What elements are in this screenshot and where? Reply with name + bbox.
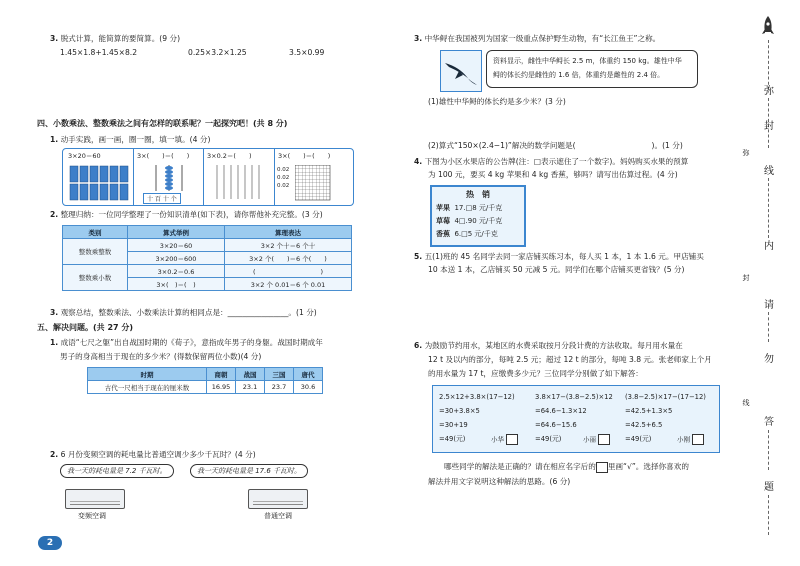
- side-small-3: 线: [742, 399, 750, 407]
- sturgeon-fish-icon: [441, 51, 481, 91]
- regular-ac-label: 普通空调: [264, 512, 292, 520]
- inverter-ac-icon: [65, 489, 125, 509]
- check-box-xiaogang[interactable]: [692, 434, 704, 445]
- sec5-q2: 2. 6 月份变频空调的耗电量比普通空调少多少千瓦时？(4 分): [50, 450, 256, 459]
- page-number: 2: [38, 536, 62, 550]
- ruler-table: 时期 商朝 战国 三国 唐代 古代一尺相当于现在的厘米数 16.95 23.1 23.7 30.6: [87, 367, 323, 394]
- speech-bubble-inverter: 我一天的耗电量是 7.2 千瓦时。: [60, 464, 174, 478]
- seal-dashed-line-6: [768, 495, 769, 535]
- sturgeon-image: [440, 50, 482, 92]
- checkbox-example: [596, 462, 608, 473]
- grid-cell-2: 3×( )＝( ): [137, 152, 190, 160]
- solution-xiaogang: (3.8−2.5)×17−(17−12) =42.5+1.3×5 =42.5+6.5 =49(元): [625, 393, 706, 443]
- seal-dashed-line-5: [768, 430, 769, 470]
- grid-cell-1: 3×20＝60: [68, 152, 101, 160]
- board-title: 热 销: [466, 190, 490, 199]
- side-char-7: 答: [764, 417, 774, 428]
- solution-xiaoli: 3.8×17−(3.8−2.5)×12 =64.6−1.3×12 =64.6−15.6 =49(元): [535, 393, 613, 443]
- inverter-ac-label: 变频空调: [78, 512, 106, 520]
- r-q4-line1: 4. 下图为小区水果店的公告牌(注：□表示遮住了一个数字)。妈妈购买水果的预算: [414, 157, 689, 166]
- name-xiaohua: 小华: [491, 434, 518, 445]
- name-xiaoli: 小丽: [583, 434, 610, 445]
- r-q3-sub2: (2)算式“150×(2.4−1)”解决的数学问题是( )。(1 分): [428, 141, 683, 150]
- section-4-title: 四、小数乘法、整数乘法之间有怎样的联系呢？一起探究吧！(共 8 分): [37, 119, 288, 128]
- check-box-xiaohua[interactable]: [506, 434, 518, 445]
- side-char-8: 题: [764, 482, 774, 493]
- section-5-title: 五、解决问题。(共 27 分): [37, 323, 134, 332]
- sec4-q3: 3. 观察总结，整数乘法、小数乘法计算的相同点是：________________。(1 分): [50, 308, 317, 317]
- side-char-1: 弥: [764, 86, 774, 97]
- abacus-illustration: [141, 163, 196, 193]
- side-char-6: 勿: [764, 354, 774, 365]
- r-q6-line1: 6. 为鼓励节约用水，某地区的水费采取按月分段计费的方法收取。每月用水量在: [414, 341, 683, 350]
- r-q6-line3: 的用水量为 17 t，应缴费多少元？三位同学分别做了如下解答：: [428, 369, 643, 378]
- seal-dashed-line-4: [768, 312, 769, 342]
- solutions-panel: [432, 385, 720, 453]
- side-char-3: 线: [764, 166, 774, 177]
- r-q5-line2: 10 本送 1 本，乙店铺买 50 元减 5 元。同学们在哪个店铺买更省钱？(5 分): [428, 265, 685, 274]
- q3-expr-2: 0.25×3.2×1.25: [188, 48, 247, 57]
- q3-title: 3. 脱式计算，能简算的要简算。(9 分): [50, 34, 181, 43]
- r-q5-line1: 5. 五(1)班的 45 名同学去同一家店铺买练习本，每人买 1 本，1 本 1.6 元。甲店铺买: [414, 252, 704, 261]
- ruled-lines: [213, 165, 268, 201]
- side-char-4: 内: [764, 241, 774, 252]
- knowledge-table: 类别 算式举例 算理表达 整数乘整数 3×20＝60 3×2 个十＝6 个十 3×200＝600 3×2 个( )＝6 个( ) 整数乘小数 3×0.2＝0.6 ( ) 3×( )＝( ) 3×2 个 0.01＝6 个 0.01: [62, 225, 352, 291]
- board-item-apple: 苹果 17.□8 元/千克: [436, 204, 503, 212]
- side-char-5: 请: [764, 300, 774, 311]
- sec4-q2: 2. 整理归纳：一位同学整理了一份知识清单(如下表)，请你帮他补充完整。(3 分): [50, 210, 323, 219]
- speech-bubble-regular: 我一天的耗电量是 17.6 千瓦时。: [190, 464, 308, 478]
- side-small-1: 弥: [742, 149, 750, 157]
- hundred-grid: [295, 165, 331, 201]
- grid-cell-4: 3×( )＝( ): [278, 152, 331, 160]
- board-item-banana: 香蕉 6.□5 元/千克: [436, 230, 498, 238]
- regular-ac-icon: [248, 489, 308, 509]
- q3-expr-1: 1.45×1.8+1.45×8.2: [60, 48, 138, 57]
- q3-expr-3: 3.5×0.99: [289, 48, 325, 57]
- grid-values: 0.02 0.02 0.02: [277, 167, 290, 189]
- r-q4-line2: 为 100 元，要买 4 kg 苹果和 4 kg 香蕉，够吗？请写出估算过程。(4 分): [428, 170, 678, 179]
- sec4-q1: 1. 动手实践，画一画，圈一圈，填一填。(4 分): [50, 135, 211, 144]
- sec5-q1-line1: 1. 成语“七尺之躯”出自战国时期的《荀子》，意指成年男子的身躯。战国时期成年: [50, 338, 323, 347]
- abacus-label: 十 百 十 个: [143, 193, 181, 204]
- r-q3-sub1: (1)雄性中华鲟的体长约是多少米？(3 分): [428, 97, 566, 106]
- fruit-board: [430, 185, 526, 247]
- r-q6-line2: 12 t 及以内的部分，每吨 2.5 元；超过 12 t 的部分，每吨 3.8 元。张老师家上个月: [428, 355, 712, 364]
- info-box: 资料显示，雌性中华鲟长 2.5 m，体重约 150 kg。雄性中华 鲟的体长约是雌性的 1.6 倍，体重约是雌性的 2.4 倍。: [486, 50, 698, 88]
- solution-xiaohua: 2.5×12+3.8×(17−12) =30+3.8×5 =30+19 =49(元): [439, 393, 515, 443]
- side-small-2: 封: [742, 274, 750, 282]
- check-box-xiaoli[interactable]: [598, 434, 610, 445]
- blue-blocks-illustration: [68, 164, 130, 202]
- board-item-strawberry: 草莓 4□.90 元/千克: [436, 217, 503, 225]
- rocket-icon: [757, 14, 779, 38]
- name-xiaogang: 小刚: [677, 434, 704, 445]
- r-q6-ask3: 解法并用文字说明这种解法的思路。(6 分): [428, 477, 571, 486]
- practice-grid: [62, 148, 354, 206]
- sec5-q1-line2: 男子的身高相当于现在的多少米？(得数保留两位小数)(4 分): [60, 352, 262, 361]
- side-char-2: 封: [764, 121, 774, 132]
- seal-dashed-line-3: [768, 178, 769, 238]
- r-q6-ask1: 哪些同学的解法是正确的？请在相应名字后的 里画“√”。选择你喜欢的: [444, 462, 689, 471]
- grid-cell-3: 3×0.2＝( ): [207, 152, 252, 160]
- r-q3: 3. 中华鲟在我国被列为国家一级重点保护野生动物，有“长江鱼王”之称。: [414, 34, 661, 43]
